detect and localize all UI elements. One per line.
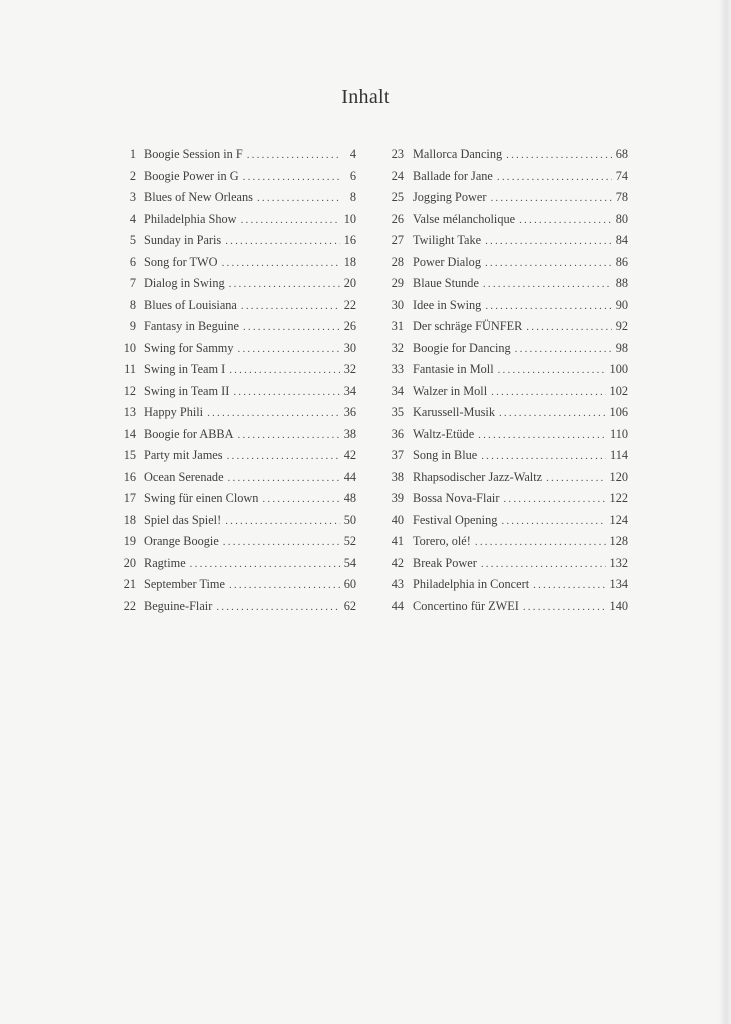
toc-entry: [382, 298, 628, 320]
toc-entry-title: Waltz-Etüde: [413, 426, 475, 441]
toc-entry: [382, 212, 628, 234]
page-edge-shadow: [719, 0, 731, 1024]
toc-entry-title: Song in Blue: [413, 448, 478, 462]
toc-entry-title: Blues of New Orleans: [144, 190, 253, 204]
dot-leader: [483, 278, 612, 290]
toc-entry-number: 28: [391, 254, 404, 269]
toc-entry-page: 54: [343, 555, 356, 570]
toc-entry-page: 38: [343, 426, 356, 441]
toc-entry-page: 48: [343, 491, 356, 505]
toc-entry-title: Song for TWO: [144, 254, 218, 269]
toc-entry: [382, 362, 628, 384]
toc-entry: [112, 319, 356, 341]
toc-entry-number: 7: [129, 276, 136, 290]
toc-entry: [112, 599, 356, 621]
toc-entry-number: 37: [391, 448, 404, 462]
dot-leader: [478, 429, 606, 441]
toc-entry-title: Der schräge FÜNFER: [413, 319, 523, 333]
toc-entry-page: 4: [349, 147, 356, 161]
toc-entry: [382, 190, 628, 212]
toc-entry-number: 22: [123, 598, 136, 613]
toc-entry-number: 8: [129, 297, 136, 312]
dot-leader: [262, 493, 339, 505]
toc-entry: [382, 276, 628, 298]
toc-entry-title: Festival Opening: [413, 512, 498, 527]
toc-entry-page: 106: [609, 405, 628, 419]
toc-entry-page: 6: [349, 168, 356, 183]
toc-entry-title: Philadelphia Show: [144, 211, 237, 226]
toc-entry-number: 6: [129, 254, 136, 269]
toc-entry-number: 39: [391, 491, 404, 505]
toc-entry-page: 36: [343, 405, 356, 419]
toc-entry-page: 102: [609, 383, 628, 398]
toc-entry-title: Swing für einen Clown: [144, 491, 259, 505]
toc-entry-page: 78: [615, 190, 628, 204]
toc-entry-number: 11: [124, 362, 136, 376]
dot-leader: [490, 192, 611, 204]
toc-entry-number: 2: [129, 168, 136, 183]
dot-leader: [223, 536, 340, 548]
toc-entry-page: 114: [610, 448, 628, 462]
toc-entry-title: Party mit James: [144, 448, 223, 462]
dot-leader: [233, 386, 339, 398]
toc-entry-page: 50: [343, 512, 356, 527]
dot-leader: [241, 300, 340, 312]
toc-entry: [112, 255, 356, 277]
toc-entry-page: 16: [343, 233, 356, 247]
toc-entry-number: 42: [391, 555, 404, 570]
toc-entry: [382, 491, 628, 513]
toc-entry-number: 40: [391, 512, 404, 527]
dot-leader: [243, 171, 340, 183]
toc-entry-number: 38: [391, 469, 404, 484]
toc-entry-title: Blues of Louisiana: [144, 297, 237, 312]
toc-entry: [112, 405, 356, 427]
toc-entry-number: 32: [391, 340, 404, 355]
toc-entry-title: Fantasie in Moll: [413, 362, 494, 376]
toc-entry: [382, 427, 628, 449]
toc-entry-page: 122: [609, 491, 628, 505]
toc-entry: [382, 556, 628, 578]
toc-entry-number: 25: [391, 190, 404, 204]
toc-entry-page: 120: [609, 469, 628, 484]
toc-entry-page: 128: [609, 534, 628, 548]
dot-leader: [481, 450, 606, 462]
dot-leader: [229, 364, 339, 376]
dot-leader: [506, 149, 612, 161]
toc-entry-title: Boogie Session in F: [144, 147, 243, 161]
toc-entry-page: 92: [615, 319, 628, 333]
toc-entry-page: 74: [615, 168, 628, 183]
toc-entry-number: 20: [123, 555, 136, 570]
toc-entry-number: 33: [391, 362, 404, 376]
dot-leader: [523, 601, 606, 613]
toc-entry-number: 36: [391, 426, 404, 441]
dot-leader: [207, 407, 340, 419]
toc-entry: [112, 147, 356, 169]
toc-entry-number: 34: [391, 383, 404, 398]
toc-entry-number: 4: [129, 211, 136, 226]
dot-leader: [485, 235, 612, 247]
toc-entry: [382, 448, 628, 470]
dot-leader: [515, 343, 612, 355]
toc-entry-number: 14: [123, 426, 136, 441]
toc-entry: [112, 341, 356, 363]
toc-entry-number: 23: [391, 147, 404, 161]
toc-entry-page: 10: [343, 211, 356, 226]
dot-leader: [241, 214, 340, 226]
dot-leader: [485, 257, 612, 269]
toc-entry: [112, 534, 356, 556]
toc-entry-page: 88: [615, 276, 628, 290]
toc-entry-number: 12: [123, 383, 136, 398]
toc-entry-title: Boogie for Dancing: [413, 340, 511, 355]
toc-entry: [112, 513, 356, 535]
toc-entry: [382, 169, 628, 191]
toc-entry-page: 110: [610, 426, 628, 441]
toc-entry-number: 15: [123, 448, 136, 462]
toc-entry-title: Orange Boogie: [144, 534, 219, 548]
toc-entry: [112, 169, 356, 191]
dot-leader: [238, 429, 340, 441]
toc-entry-page: 90: [615, 297, 628, 312]
toc-entry-page: 44: [343, 469, 356, 484]
dot-leader: [485, 300, 611, 312]
dot-leader: [503, 493, 605, 505]
toc-entry-title: Happy Phili: [144, 405, 204, 419]
toc-entry-title: Swing in Team II: [144, 383, 230, 398]
toc-entry-number: 24: [391, 168, 404, 183]
dot-leader: [229, 278, 340, 290]
toc-entry-number: 21: [123, 577, 136, 591]
toc-entry-title: Ocean Serenade: [144, 469, 224, 484]
toc-entry-page: 84: [615, 233, 628, 247]
toc-entry: [112, 556, 356, 578]
page-title: Inhalt: [341, 86, 390, 108]
toc-entry-page: 80: [615, 211, 628, 226]
toc-entry-page: 26: [343, 319, 356, 333]
toc-entry-title: Bossa Nova-Flair: [413, 491, 500, 505]
dot-leader: [222, 257, 340, 269]
toc-entry-title: Beguine-Flair: [144, 598, 213, 613]
toc-entry: [382, 233, 628, 255]
toc-entry-title: Ballade for Jane: [413, 168, 493, 183]
toc-entry-title: Fantasy in Beguine: [144, 319, 239, 333]
dot-leader: [229, 579, 340, 591]
toc-entry-title: Jogging Power: [413, 190, 487, 204]
dot-leader: [499, 407, 606, 419]
toc-entry: [112, 233, 356, 255]
toc-entry-page: 140: [609, 598, 628, 613]
contents-column-left: [112, 147, 356, 620]
toc-entry-page: 100: [609, 362, 628, 376]
dot-leader: [475, 536, 606, 548]
toc-entry: [112, 190, 356, 212]
toc-entry: [382, 341, 628, 363]
toc-entry-page: 32: [343, 362, 356, 376]
toc-entry-page: 62: [343, 598, 356, 613]
toc-entry-number: 30: [391, 297, 404, 312]
toc-entry-number: 19: [123, 534, 136, 548]
dot-leader: [243, 321, 340, 333]
toc-entry-page: 98: [615, 340, 628, 355]
toc-entry-number: 26: [391, 211, 404, 226]
toc-entry-page: 42: [343, 448, 356, 462]
dot-leader: [228, 472, 340, 484]
toc-entry-title: Mallorca Dancing: [413, 147, 503, 161]
toc-entry-title: Boogie for ABBA: [144, 426, 234, 441]
toc-entry-number: 31: [391, 319, 404, 333]
toc-entry: [382, 577, 628, 599]
toc-entry-page: 20: [343, 276, 356, 290]
toc-entry-title: Walzer in Moll: [413, 383, 488, 398]
dot-leader: [491, 386, 605, 398]
toc-entry-page: 68: [615, 147, 628, 161]
toc-entry-number: 41: [391, 534, 404, 548]
dot-leader: [497, 171, 612, 183]
dot-leader: [190, 558, 340, 570]
toc-entry-page: 8: [349, 190, 356, 204]
toc-entry-number: 17: [123, 491, 136, 505]
toc-entry-number: 29: [391, 276, 404, 290]
toc-entry-title: Concertino für ZWEI: [413, 598, 519, 613]
toc-entry-number: 16: [123, 469, 136, 484]
toc-entry-title: Spiel das Spiel!: [144, 512, 222, 527]
toc-entry: [382, 147, 628, 169]
toc-entry-page: 124: [609, 512, 628, 527]
dot-leader: [501, 515, 605, 527]
dot-leader: [546, 472, 605, 484]
toc-entry: [382, 384, 628, 406]
dot-leader: [216, 601, 339, 613]
toc-entry-page: 30: [343, 340, 356, 355]
toc-entry: [382, 405, 628, 427]
toc-entry-page: 52: [343, 534, 356, 548]
toc-entry-title: Valse mélancholique: [413, 211, 516, 226]
toc-entry-title: Karussell-Musik: [413, 405, 495, 419]
dot-leader: [519, 214, 612, 226]
toc-entry-title: Ragtime: [144, 555, 186, 570]
dot-leader: [533, 579, 605, 591]
toc-entry-number: 10: [123, 340, 136, 355]
toc-entry: [112, 384, 356, 406]
toc-entry: [382, 319, 628, 341]
toc-entry-number: 3: [129, 190, 136, 204]
toc-entry-title: Swing for Sammy: [144, 340, 234, 355]
toc-entry-page: 22: [343, 297, 356, 312]
toc-entry-number: 5: [129, 233, 136, 247]
toc-entry-page: 18: [343, 254, 356, 269]
toc-entry-number: 35: [391, 405, 404, 419]
toc-entry-title: Blaue Stunde: [413, 276, 479, 290]
toc-entry-number: 13: [123, 405, 136, 419]
toc-entry-title: Twilight Take: [413, 233, 482, 247]
toc-entry-title: Power Dialog: [413, 254, 481, 269]
toc-entry-page: 34: [343, 383, 356, 398]
toc-entry: [382, 470, 628, 492]
toc-entry: [112, 577, 356, 599]
toc-entry: [112, 212, 356, 234]
toc-entry-page: 134: [609, 577, 628, 591]
dot-leader: [247, 149, 340, 161]
toc-entry-number: 9: [129, 319, 136, 333]
toc-entry-title: Rhapsodischer Jazz-Waltz: [413, 469, 543, 484]
toc-entry: [112, 427, 356, 449]
toc-entry-number: 1: [129, 147, 136, 161]
toc-entry-number: 44: [391, 598, 404, 613]
toc-entry: [382, 599, 628, 621]
toc-entry-title: Swing in Team I: [144, 362, 226, 376]
toc-entry-page: 60: [343, 577, 356, 591]
toc-entry: [112, 362, 356, 384]
dot-leader: [227, 450, 340, 462]
toc-entry-number: 43: [391, 577, 404, 591]
dot-leader: [498, 364, 606, 376]
toc-entry: [112, 491, 356, 513]
contents-column-right: [382, 147, 628, 620]
toc-entry-page: 132: [609, 555, 628, 570]
toc-entry: [112, 298, 356, 320]
dot-leader: [526, 321, 611, 333]
toc-entry-number: 18: [123, 512, 136, 527]
toc-entry-title: Philadelphia in Concert: [413, 577, 530, 591]
toc-entry-page: 86: [615, 254, 628, 269]
dot-leader: [238, 343, 340, 355]
toc-entry-title: Torero, olé!: [413, 534, 471, 548]
dot-leader: [257, 192, 340, 204]
toc-entry: [382, 255, 628, 277]
dot-leader: [481, 558, 606, 570]
toc-entry-title: Boogie Power in G: [144, 168, 239, 183]
toc-entry: [112, 470, 356, 492]
toc-entry: [112, 448, 356, 470]
toc-entry-title: Idee in Swing: [413, 297, 482, 312]
toc-entry: [112, 276, 356, 298]
toc-entry-title: Break Power: [413, 555, 477, 570]
toc-entry: [382, 513, 628, 535]
dot-leader: [225, 515, 340, 527]
toc-entry-number: 27: [391, 233, 404, 247]
toc-entry-title: Dialog in Swing: [144, 276, 225, 290]
dot-leader: [225, 235, 340, 247]
toc-entry-title: September Time: [144, 577, 225, 591]
toc-entry: [382, 534, 628, 556]
toc-entry-title: Sunday in Paris: [144, 233, 222, 247]
